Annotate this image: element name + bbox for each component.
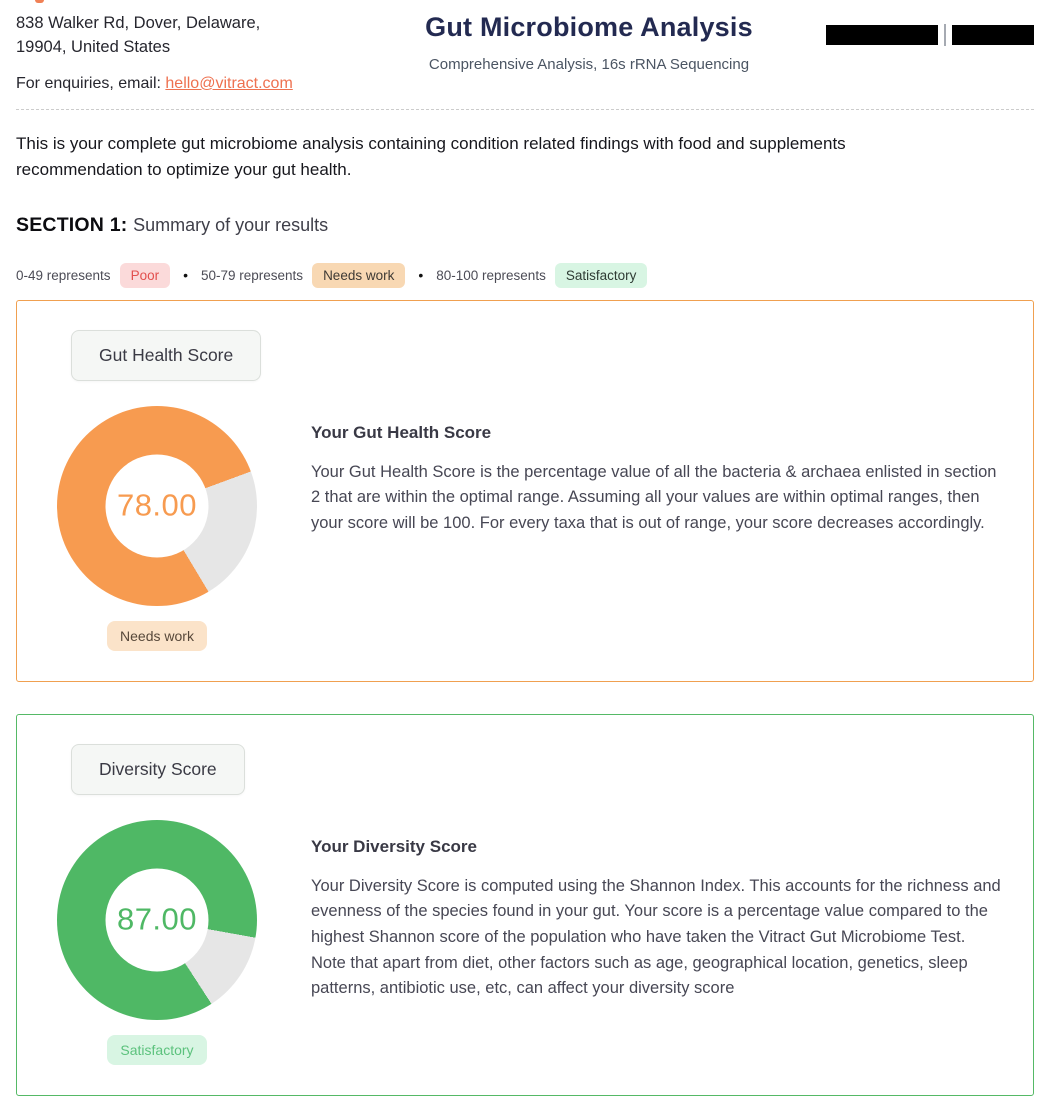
gut-health-score-card — [16, 300, 1034, 682]
section-1-subtitle: Summary of your results — [133, 214, 329, 235]
diversity-paragraph-2: Note that apart from diet, other factors such as age, geographical location, genetics, sleep patterns, antibiotic use, etc, can affect your diversity score — [311, 953, 968, 998]
gut-health-card-row — [47, 406, 1003, 651]
diversity-card-row — [47, 820, 1003, 1065]
gut-health-score-chip[interactable]: Gut Health Score — [71, 330, 261, 381]
gut-health-heading: Your Gut Health Score — [311, 422, 492, 442]
legend-range-text: 0-49 represents — [16, 267, 111, 283]
legend-range-text: 50-79 represents — [201, 267, 304, 283]
score-legend — [16, 263, 1034, 288]
header-contact-block — [16, 12, 366, 93]
legend-bullet-icon: • — [418, 267, 424, 284]
gut-health-status-badge: Needs work — [107, 621, 207, 651]
address-line-2: 19904, United States — [16, 37, 171, 56]
section-1-label: SECTION 1: — [16, 213, 128, 236]
lab-address — [16, 12, 366, 60]
donut-hole — [106, 868, 209, 971]
redacted-text-bar-2 — [952, 25, 1034, 45]
diversity-text-column — [311, 820, 1003, 1065]
donut-hole — [106, 454, 209, 557]
redacted-text-bar-1 — [826, 25, 938, 45]
page-subtitle: Comprehensive Analysis, 16s rRNA Sequencing — [428, 56, 750, 73]
gut-health-description — [311, 460, 1003, 537]
diversity-status-badge: Satisfactory — [107, 1035, 206, 1065]
diversity-donut-chart — [57, 820, 257, 1020]
redaction-divider — [944, 24, 946, 46]
email-link[interactable]: hello@vitract.com — [165, 74, 293, 92]
gut-health-paragraph-1: Your Gut Health Score is the percentage value of all the bacteria & archaea enlisted in section 2 that are within the optimal range. Assuming all your values are within optimal ranges, then your score will be 100. For every taxa that is out of range, your score decreases accordingly. — [311, 462, 997, 532]
diversity-paragraph-1: Your Diversity Score is computed using the Shannon Index. This accounts for the richness and evenness of the species found in your gut. Your score is a percentage value compared to the highest Shannon score of the population who have taken the Vitract Gut Microbiome Test. — [311, 876, 1001, 946]
section-1-heading — [16, 214, 1034, 237]
gut-health-donut-chart — [57, 406, 257, 606]
diversity-donut-column — [47, 820, 267, 1065]
diversity-score-chip[interactable]: Diversity Score — [71, 744, 245, 795]
legend-bullet-icon: • — [183, 267, 188, 284]
header-redacted-block — [812, 12, 1034, 46]
diversity-heading: Your Diversity Score — [311, 836, 477, 856]
header-title-block — [366, 12, 812, 73]
diversity-score-card — [16, 714, 1034, 1096]
enquiries-line — [16, 75, 366, 93]
gut-health-donut-column — [47, 406, 267, 651]
enquiries-prefix: For enquiries, email: — [16, 74, 166, 92]
legend-range-text: 80-100 represents — [436, 267, 546, 283]
dashed-divider — [16, 109, 1034, 110]
gut-health-score-value: 78.00 — [116, 487, 198, 523]
address-line-1: 838 Walker Rd, Dover, Delaware, — [16, 14, 261, 32]
legend-badge-needs-work: Needs work — [312, 263, 405, 288]
legend-badge-satisfactory: Satisfactory — [555, 263, 648, 288]
intro-paragraph: This is your complete gut microbiome analysis containing condition related findings with food and supplements recommendation to optimize your gut health. — [16, 133, 846, 180]
page-title: Gut Microbiome Analysis — [425, 12, 753, 42]
report-header — [16, 0, 1034, 93]
diversity-description — [311, 874, 1003, 1003]
gut-health-text-column — [311, 406, 1003, 651]
legend-badge-poor: Poor — [120, 263, 171, 288]
diversity-score-value: 87.00 — [116, 901, 198, 937]
